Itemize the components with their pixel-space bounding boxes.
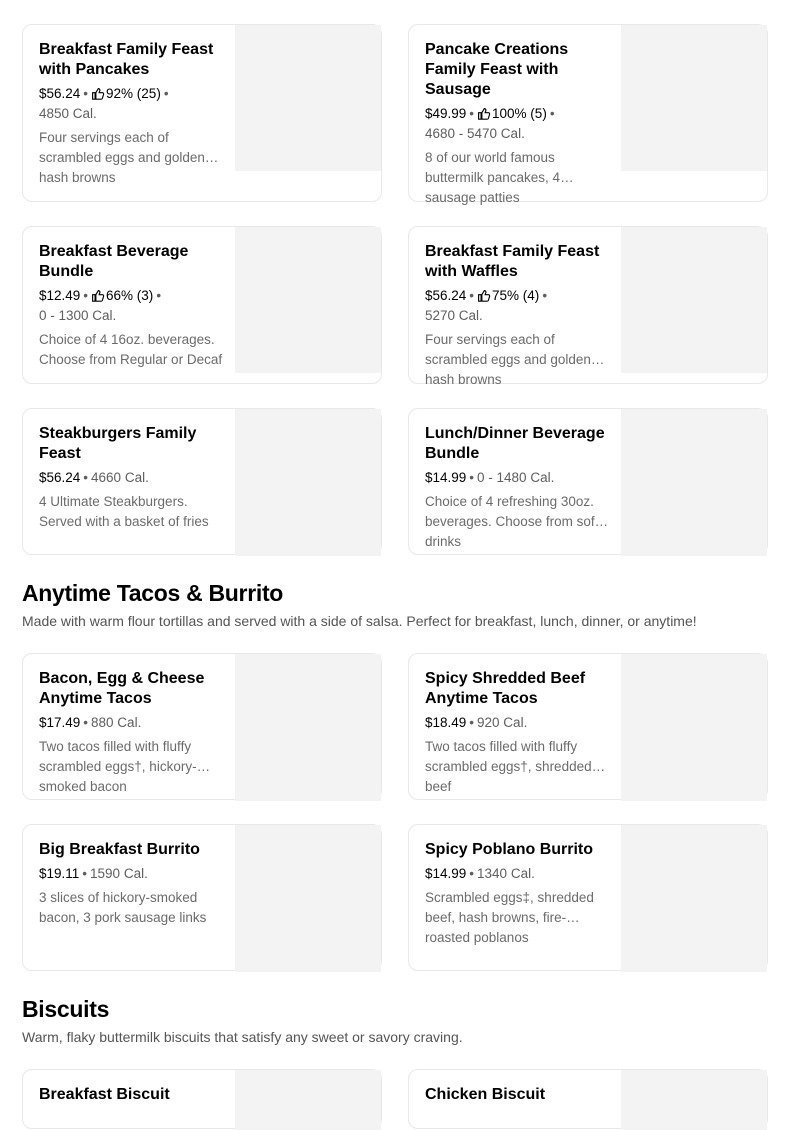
item-price: $17.49 [39,715,81,730]
item-title: Pancake Creations Family Feast with Sausage [425,41,569,98]
separator-dot: • [83,715,89,730]
menu-item-card[interactable] [22,24,382,202]
separator-dot: • [549,106,555,121]
item-meta [39,84,225,124]
item-calories: 4850 Cal. [39,106,97,121]
item-title: Spicy Poblano Burrito [425,841,594,858]
item-price: $56.24 [39,470,81,485]
item-price: $14.99 [425,866,467,881]
item-price: $14.99 [425,470,467,485]
item-rating: 66% (3) [106,288,154,303]
item-calories: 0 - 1480 Cal. [477,470,555,485]
item-calories: 880 Cal. [91,715,142,730]
item-calories: 1340 Cal. [477,866,535,881]
item-image [621,227,767,373]
menu-item-card[interactable] [408,24,768,205]
item-image [235,654,381,801]
item-description: Choice of 4 16oz. beverages. Choose from Regular or Decaf [39,332,223,367]
separator-dot: • [469,288,475,303]
separator-dot: • [469,715,475,730]
item-title: Spicy Shredded Beef Anytime Tacos [425,670,586,707]
item-title: Lunch/Dinner Beverage Bundle [425,425,605,462]
menu-item-card[interactable] [408,824,768,971]
item-description: Two tacos filled with fluffy scrambled eggs†, shredded beef [425,739,592,794]
item-meta [39,713,225,733]
section-title: Anytime Tacos & Burrito [22,580,284,606]
thumbs-up-icon [477,107,490,120]
item-title: Steakburgers Family Feast [39,425,197,462]
item-meta [39,468,225,488]
item-description: Two tacos filled with fluffy scrambled eggs†, hickory-smoked bacon [39,739,197,794]
separator-dot: • [469,106,475,121]
item-description: Four servings each of scrambled eggs and golden hash browns [39,130,205,185]
menu-item-card[interactable] [22,824,382,971]
menu-item-card[interactable] [22,226,382,384]
item-image [235,409,381,556]
menu-item-card[interactable] [408,653,768,800]
item-image [235,25,381,171]
separator-dot: • [83,86,89,101]
separator-dot: • [163,86,169,101]
item-calories: 0 - 1300 Cal. [39,308,117,323]
item-title: Breakfast Family Feast with Pancakes [39,41,214,78]
item-image [235,825,381,972]
menu-item-card[interactable] [22,653,382,800]
item-meta [425,864,611,884]
menu-item-card[interactable] [408,1069,768,1129]
item-calories: 4680 - 5470 Cal. [425,126,525,141]
item-meta [425,286,611,326]
menu-item-card[interactable] [22,1069,382,1129]
item-description: 8 of our world famous buttermilk pancakes, 4 sausage patties [425,150,561,205]
separator-dot: • [83,470,89,485]
item-image [235,227,381,373]
item-price: $19.11 [39,866,80,881]
thumbs-up-icon [91,87,104,100]
item-price: $56.24 [425,288,467,303]
item-image [621,825,767,972]
item-meta [425,713,611,733]
item-meta [39,864,225,884]
item-price: $56.24 [39,86,81,101]
separator-dot: • [82,866,88,881]
item-title: Big Breakfast Burrito [39,841,200,858]
item-image [621,654,767,801]
item-calories: 4660 Cal. [91,470,149,485]
separator-dot: • [542,288,548,303]
item-price: $18.49 [425,715,467,730]
item-calories: 920 Cal. [477,715,528,730]
item-price: $12.49 [39,288,81,303]
item-description: Scrambled eggs‡, shredded beef, hash browns, fire-roasted poblanos [425,890,594,945]
item-rating: 75% (4) [492,288,540,303]
section-subtitle: Made with warm flour tortillas and served with a side of salsa. Perfect for breakfast, lunch, dinner, or anytime! [22,613,697,629]
item-title: Chicken Biscuit [425,1086,546,1103]
item-image [621,25,767,171]
item-description: 3 slices of hickory-smoked bacon, 3 pork sausage links [39,890,207,925]
thumbs-up-icon [91,289,104,302]
item-calories: 5270 Cal. [425,308,483,323]
item-rating: 100% (5) [492,106,547,121]
item-title: Bacon, Egg & Cheese Anytime Tacos [39,670,205,707]
item-description: 4 Ultimate Steakburgers. Served with a basket of fries [39,494,209,529]
item-title: Breakfast Biscuit [39,1086,170,1103]
separator-dot: • [469,470,475,485]
item-meta [425,104,611,144]
item-price: $49.99 [425,106,467,121]
separator-dot: • [156,288,162,303]
item-description: Choice of 4 refreshing 30oz. beverages. Choose from soft drinks [425,494,599,549]
item-image [621,1070,767,1130]
menu-item-card[interactable] [408,408,768,555]
menu-item-card[interactable] [22,408,382,555]
item-image [235,1070,381,1130]
thumbs-up-icon [477,289,490,302]
item-description: Four servings each of scrambled eggs and golden hash browns [425,332,591,387]
item-image [621,409,767,556]
separator-dot: • [469,866,475,881]
separator-dot: • [83,288,89,303]
item-meta [425,468,611,488]
item-title: Breakfast Family Feast with Waffles [425,243,600,280]
section-title: Biscuits [22,996,110,1022]
item-title: Breakfast Beverage Bundle [39,243,189,280]
section-subtitle: Warm, flaky buttermilk biscuits that satisfy any sweet or savory craving. [22,1029,463,1045]
item-calories: 1590 Cal. [90,866,148,881]
item-meta [39,286,225,326]
menu-item-card[interactable] [408,226,768,387]
item-rating: 92% (25) [106,86,161,101]
